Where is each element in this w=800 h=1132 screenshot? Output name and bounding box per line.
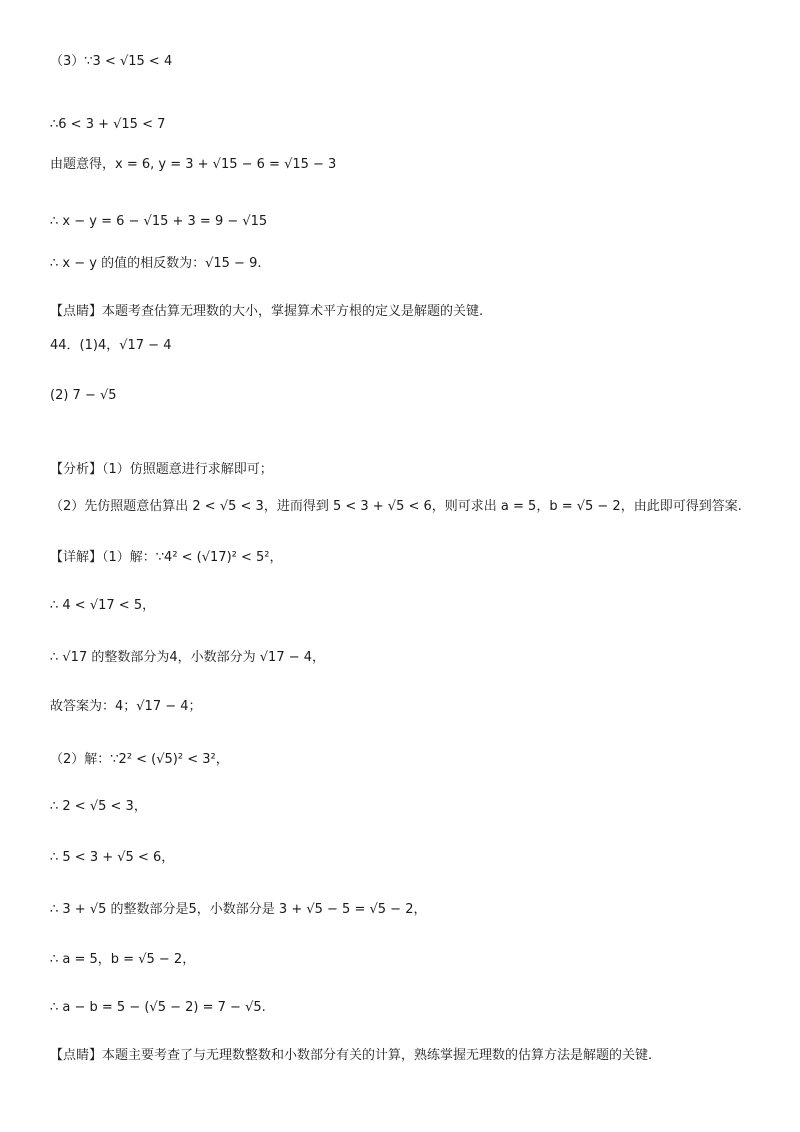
line-7: 44．(1)4，√17 − 4 — [50, 338, 172, 353]
line-21: 【点睛】本题主要考查了与无理数整数和小数部分有关的计算，熟练掌握无理数的估算方法是解题的关键. — [50, 1048, 653, 1063]
line-6: 【点睛】本题考查估算无理数的大小，掌握算术平方根的定义是解题的关键. — [50, 304, 484, 319]
line-18: ∴ 3 + √5 的整数部分是5，小数部分是 3 + √5 − 5 = √5 − 2， — [50, 902, 427, 917]
line-15: （2）解：∵2² < (√5)² < 3²， — [50, 752, 229, 767]
line-3: 由题意得，x = 6, y = 3 + √15 − 6 = √15 − 3 — [50, 157, 337, 172]
line-14: 故答案为：4；√17 − 4； — [50, 699, 202, 714]
line-1: （3）∵3 < √15 < 4 — [50, 54, 173, 69]
line-13: ∴ √17 的整数部分为4，小数部分为 √17 − 4， — [50, 650, 326, 665]
line-5: ∴ x − y 的值的相反数为：√15 − 9. — [50, 256, 262, 271]
line-20: ∴ a − b = 5 − (√5 − 2) = 7 − √5. — [50, 1000, 266, 1015]
line-17: ∴ 5 < 3 + √5 < 6， — [50, 850, 175, 865]
line-8: (2) 7 − √5 — [50, 388, 117, 403]
line-9: 【分析】（1）仿照题意进行求解即可； — [50, 462, 273, 477]
line-12: ∴ 4 < √17 < 5， — [50, 598, 156, 613]
line-2: ∴6 < 3 + √15 < 7 — [50, 117, 166, 132]
line-11: 【详解】（1）解：∵4² < (√17)² < 5²， — [50, 550, 283, 565]
line-16: ∴ 2 < √5 < 3， — [50, 799, 147, 814]
line-19: ∴ a = 5，b = √5 − 2， — [50, 952, 196, 967]
line-10: （2）先仿照题意估算出 2 < √5 < 3，进而得到 5 < 3 + √5 < 6，则可求出 a = 5，b = √5 − 2，由此即可得到答案. — [50, 499, 742, 514]
line-4: ∴ x − y = 6 − √15 + 3 = 9 − √15 — [50, 214, 268, 229]
